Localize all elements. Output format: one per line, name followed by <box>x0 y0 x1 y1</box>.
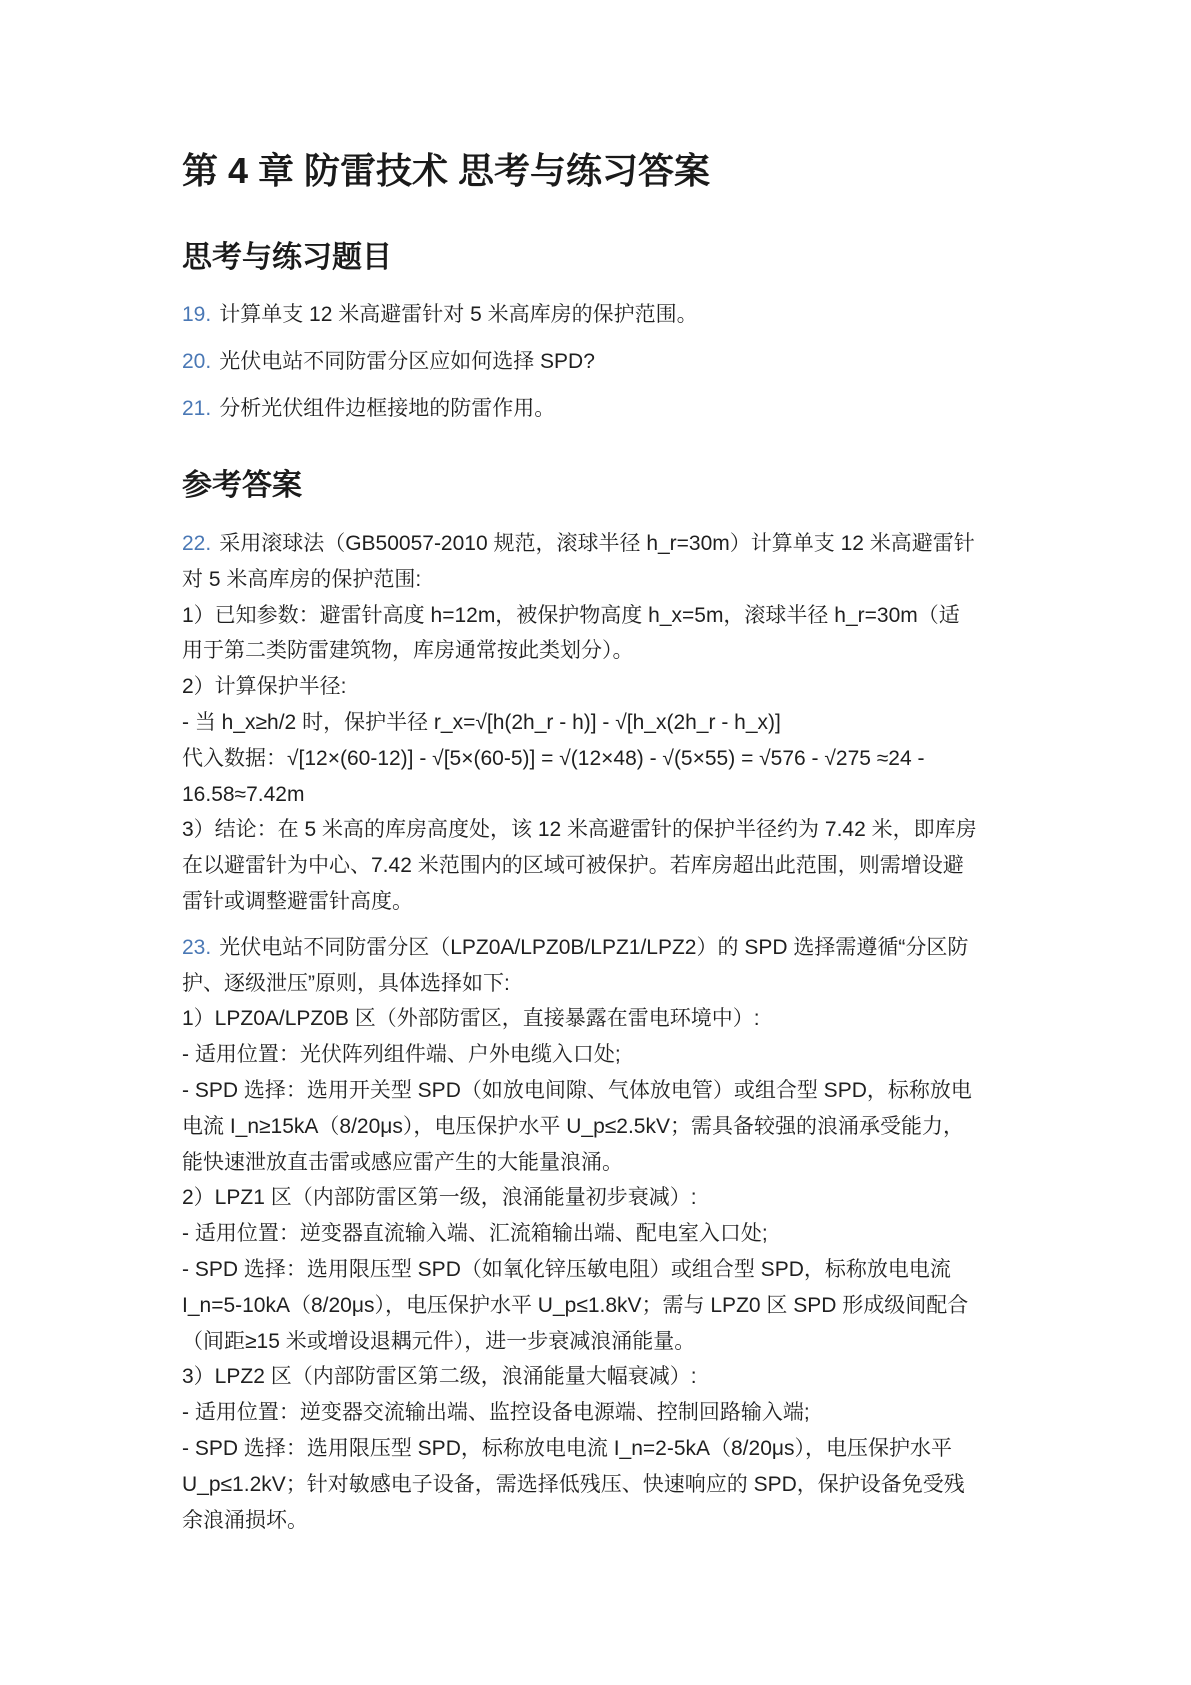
question-item <box>182 345 1022 379</box>
answer-line: I_n=5-10kA（8/20μs），电压保护水平 U_p≤1.8kV；需与 LPZ0 区 SPD 形成级间配合 <box>182 1293 969 1317</box>
answer-line: 雷针或调整避雷针高度。 <box>182 889 413 913</box>
answer-line: （间距≥15 米或增设退耦元件），进一步衰减浪涌能量。 <box>182 1329 696 1353</box>
answer-line: - 适用位置：逆变器直流输入端、汇流箱输出端、配电室入口处; <box>182 1222 768 1246</box>
page-title: 第 4 章 防雷技术 思考与练习答案 <box>182 150 711 191</box>
questions-heading: 思考与练习题目 <box>182 241 392 274</box>
question-number: 19. <box>182 303 212 326</box>
answer-line: - 适用位置：光伏阵列组件端、户外电缆入口处; <box>182 1043 621 1067</box>
answer-line: - SPD 选择：选用限压型 SPD，标称放电电流 I_n=2-5kA（8/20μs），电压保护水平 <box>182 1436 952 1460</box>
answer-line: - SPD 选择：选用限压型 SPD（如氧化锌压敏电阻）或组合型 SPD，标称放电电流 <box>182 1257 951 1281</box>
answer-line: 1）已知参数：避雷针高度 h=12m，被保护物高度 h_x=5m，滚球半径 h_r=30m（适 <box>182 603 960 627</box>
question-number: 21. <box>182 397 212 420</box>
question-text: 分析光伏组件边框接地的防雷作用。 <box>219 397 556 420</box>
answer-line: 3）结论：在 5 米高的库房高度处，该 12 米高避雷针的保护半径约为 7.42 米，即库房 <box>182 818 977 842</box>
answers-heading: 参考答案 <box>182 469 302 502</box>
answer-line: 3）LPZ2 区（内部防雷区第二级，浪涌能量大幅衰减）: <box>182 1365 697 1389</box>
answer-line: 能快速泄放直击雷或感应雷产生的大能量浪涌。 <box>182 1150 623 1174</box>
answer-text: 采用滚球法（GB50057-2010 规范，滚球半径 h_r=30m）计算单支 12 米高避雷针 <box>219 532 975 555</box>
question-item <box>182 392 1022 426</box>
answer-line: 护、逐级泄压”原则，具体选择如下: <box>182 971 510 995</box>
answer-line: - SPD 选择：选用开关型 SPD（如放电间隙、气体放电管）或组合型 SPD，标称放电 <box>182 1078 972 1102</box>
question-text: 光伏电站不同防雷分区应如何选择 SPD? <box>219 350 595 373</box>
question-text: 计算单支 12 米高避雷针对 5 米高库房的保护范围。 <box>219 303 698 326</box>
answer-line: - 适用位置：逆变器交流输出端、监控设备电源端、控制回路输入端; <box>182 1401 810 1425</box>
question-number: 20. <box>182 350 212 373</box>
answer-line: 用于第二类防雷建筑物，库房通常按此类划分）。 <box>182 639 634 663</box>
formula-line: 16.58≈7.42m <box>182 782 305 806</box>
answer-list <box>182 526 1022 1548</box>
formula-line: - 当 h_x≥h/2 时，保护半径 r_x=√[h(2h_r - h)] - √[h_x(2h_r - h_x)] <box>182 710 781 734</box>
answer-line <box>182 526 1022 562</box>
answer-number: 23. <box>182 935 212 959</box>
formula-line: 代入数据：√[12×(60-12)] - √[5×(60-5)] = √(12×48) - √(5×55) = √576 - √275 ≈24 - <box>182 746 925 770</box>
answer-line: 2）计算保护半径: <box>182 675 347 699</box>
question-item <box>182 298 1022 332</box>
answer-line: 2）LPZ1 区（内部防雷区第一级，浪涌能量初步衰减）: <box>182 1186 697 1210</box>
answer-line: 对 5 米高库房的保护范围: <box>182 567 422 591</box>
answer-line: 在以避雷针为中心、7.42 米范围内的区域可被保护。若库房超出此范围，则需增设避 <box>182 854 964 878</box>
answer-item <box>182 526 1022 920</box>
answer-line: 电流 I_n≥15kA（8/20μs），电压保护水平 U_p≤2.5kV；需具备较强的浪涌承受能力， <box>182 1114 964 1138</box>
answer-line: 1）LPZ0A/LPZ0B 区（外部防雷区，直接暴露在雷电环境中）: <box>182 1007 760 1031</box>
answer-item <box>182 930 1022 1539</box>
answer-line: 余浪涌损坏。 <box>182 1508 308 1532</box>
answer-number: 22. <box>182 532 212 555</box>
question-list <box>182 298 1022 439</box>
answer-line <box>182 930 1022 966</box>
answer-line: U_p≤1.2kV；针对敏感电子设备，需选择低残压、快速响应的 SPD，保护设备免受残 <box>182 1472 965 1496</box>
answer-text: 光伏电站不同防雷分区（LPZ0A/LPZ0B/LPZ1/LPZ2）的 SPD 选择需遵循“分区防 <box>219 935 969 959</box>
